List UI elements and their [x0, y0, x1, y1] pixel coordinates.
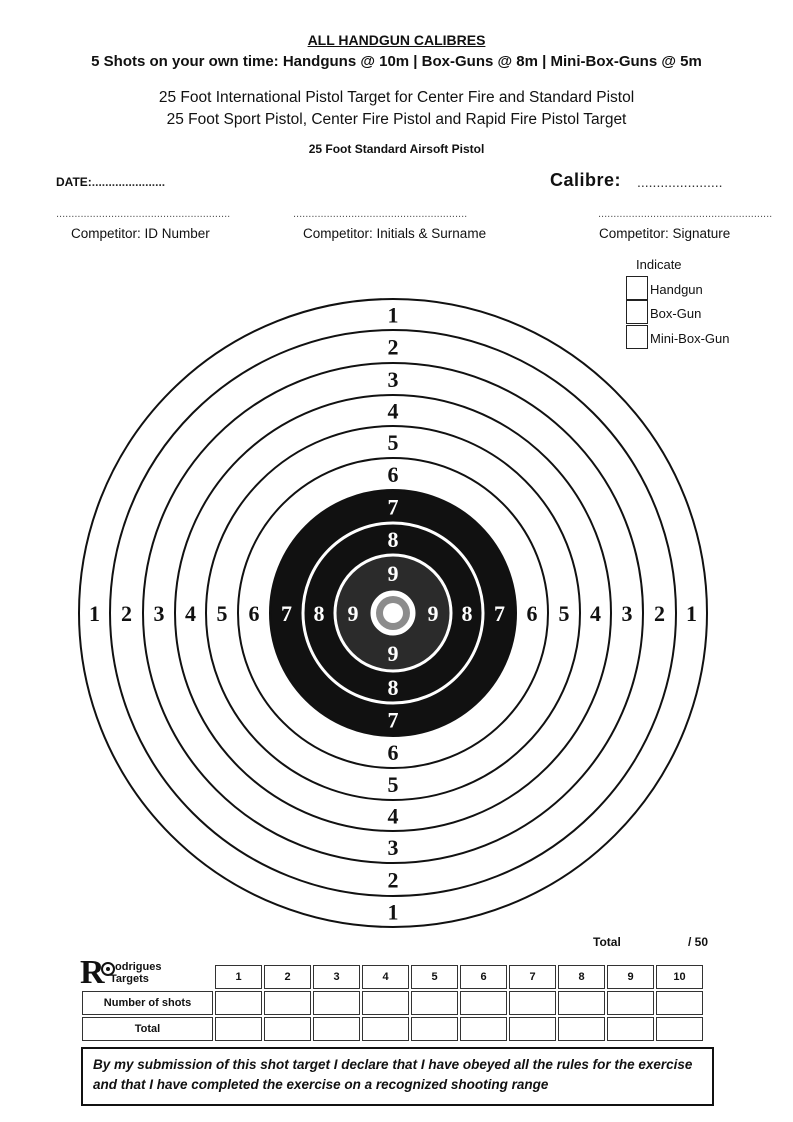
- ring-score-label: 5: [216, 601, 228, 626]
- total-cell[interactable]: [656, 1017, 703, 1041]
- ring-score-label: 3: [387, 835, 399, 860]
- total-cell[interactable]: [607, 1017, 654, 1041]
- competitor-signature-label: Competitor: Signature: [599, 226, 731, 241]
- description-line-2: 25 Foot Sport Pistol, Center Fire Pistol and Rapid Fire Pistol Target: [166, 111, 627, 128]
- score-table: [80, 963, 705, 1043]
- pistol-target[interactable]: [0, 290, 793, 930]
- page-subtitle: 5 Shots on your own time: Handguns @ 10m | Box-Guns @ 8m | Mini-Box-Guns @ 5m: [91, 53, 702, 70]
- page-title: ALL HANDGUN CALIBRES: [307, 32, 486, 48]
- calibre-label: Calibre:: [550, 170, 622, 190]
- competitor-id-line[interactable]: .........................................................: [56, 208, 231, 220]
- ring-score-label: 9: [387, 561, 399, 586]
- column-header: 8: [558, 965, 605, 989]
- ring-score-label: 1: [686, 601, 697, 626]
- column-header: 10: [656, 965, 703, 989]
- ring-score-label: 2: [387, 334, 399, 360]
- indicate-label: Indicate: [636, 257, 682, 272]
- ring-score-label: 5: [558, 601, 570, 626]
- competitor-name-label: Competitor: Initials & Surname: [303, 226, 487, 241]
- total-cell[interactable]: [558, 1017, 605, 1041]
- shots-cell[interactable]: [264, 991, 311, 1015]
- ring-score-label: 4: [387, 803, 399, 829]
- shots-cell[interactable]: [460, 991, 507, 1015]
- shots-cell[interactable]: [558, 991, 605, 1015]
- ring-score-label: 8: [313, 601, 325, 626]
- total-cell[interactable]: [411, 1017, 458, 1041]
- total-row: [82, 1017, 703, 1041]
- column-header: 4: [362, 965, 409, 989]
- competitor-signature-line[interactable]: .........................................................: [598, 208, 773, 220]
- ring-score-label: 1: [387, 302, 399, 328]
- column-header: 9: [607, 965, 654, 989]
- ring-score-label: 9: [347, 601, 359, 626]
- total-cell[interactable]: [215, 1017, 262, 1041]
- total-cell[interactable]: [460, 1017, 507, 1041]
- competitor-id-label: Competitor: ID Number: [71, 226, 210, 241]
- ring-score-label: 4: [185, 601, 196, 626]
- column-header: 2: [264, 965, 311, 989]
- total-label: Total: [593, 935, 621, 949]
- ring-score-label: 3: [387, 367, 399, 392]
- ring-score-label: 9: [427, 601, 439, 626]
- ring-score-label: 4: [590, 601, 601, 626]
- description-line-1: 25 Foot International Pistol Target for Center Fire and Standard Pistol: [158, 89, 635, 106]
- column-header: 6: [460, 965, 507, 989]
- column-header: 5: [411, 965, 458, 989]
- column-header: 1: [215, 965, 262, 989]
- shots-cell[interactable]: [509, 991, 556, 1015]
- ring-score-label: 9: [387, 641, 399, 666]
- column-header: 3: [313, 965, 360, 989]
- shots-cell[interactable]: [313, 991, 360, 1015]
- competitor-name-line[interactable]: .........................................................: [293, 208, 468, 220]
- ring-score-label: 6: [248, 601, 260, 626]
- ring-score-label: 4: [387, 398, 399, 424]
- ring-score-label: 8: [387, 675, 399, 700]
- handgun-label: Handgun: [650, 282, 703, 297]
- shots-cell[interactable]: [607, 991, 654, 1015]
- mini-box-gun-label: Mini-Box-Gun: [650, 331, 730, 346]
- column-header: 7: [509, 965, 556, 989]
- ring-score-label: 3: [621, 601, 633, 626]
- ring-score-label: 5: [387, 430, 399, 455]
- total-max: / 50: [688, 935, 709, 949]
- total-cell[interactable]: [264, 1017, 311, 1041]
- total-cell[interactable]: [509, 1017, 556, 1041]
- ring-score-label: 8: [387, 527, 399, 552]
- ring-score-label: 5: [387, 772, 399, 797]
- ring-score-label: 7: [387, 707, 399, 733]
- ring-score-label: 6: [526, 601, 538, 626]
- number-of-shots-row: [82, 991, 703, 1015]
- score-header-row: [82, 965, 703, 989]
- description-line-3: 25 Foot Standard Airsoft Pistol: [308, 142, 485, 156]
- logo-text-2: Targets: [110, 973, 149, 985]
- declaration-box: By my submission of this shot target I declare that I have obeyed all the rules for the exercise and that I have completed the exercise on a recognized shooting range: [81, 1047, 714, 1106]
- ring-score-label: 2: [654, 601, 665, 626]
- date-dots: ......................: [91, 175, 166, 189]
- ring-score-label: 8: [461, 601, 473, 626]
- ring-score-label: 7: [494, 601, 505, 626]
- logo-text-1: odrigues: [115, 961, 162, 973]
- ring-score-label: 1: [89, 601, 100, 626]
- shots-cell[interactable]: [411, 991, 458, 1015]
- total-cell[interactable]: [313, 1017, 360, 1041]
- total-row-label: Total: [82, 1017, 213, 1041]
- ring-score-label: 3: [153, 601, 165, 626]
- date-label: DATE:: [56, 175, 92, 189]
- ring-score-label: 2: [121, 601, 132, 626]
- shots-cell[interactable]: [656, 991, 703, 1015]
- ring-score-label: 1: [387, 899, 399, 925]
- inner-ten: [383, 603, 403, 623]
- ring-score-label: 7: [281, 601, 292, 626]
- calibre-field[interactable]: ......................: [637, 174, 723, 190]
- ring-score-label: 7: [387, 494, 399, 520]
- ring-score-label: 6: [387, 462, 399, 487]
- svg-text:R: R: [80, 955, 105, 987]
- shots-cell[interactable]: [362, 991, 409, 1015]
- date-field[interactable]: [56, 175, 165, 189]
- number-of-shots-label: Number of shots: [82, 991, 213, 1015]
- ring-score-label: 2: [387, 867, 399, 893]
- shots-cell[interactable]: [215, 991, 262, 1015]
- total-cell[interactable]: [362, 1017, 409, 1041]
- box-gun-label: Box-Gun: [650, 306, 702, 321]
- ring-score-label: 6: [387, 740, 399, 765]
